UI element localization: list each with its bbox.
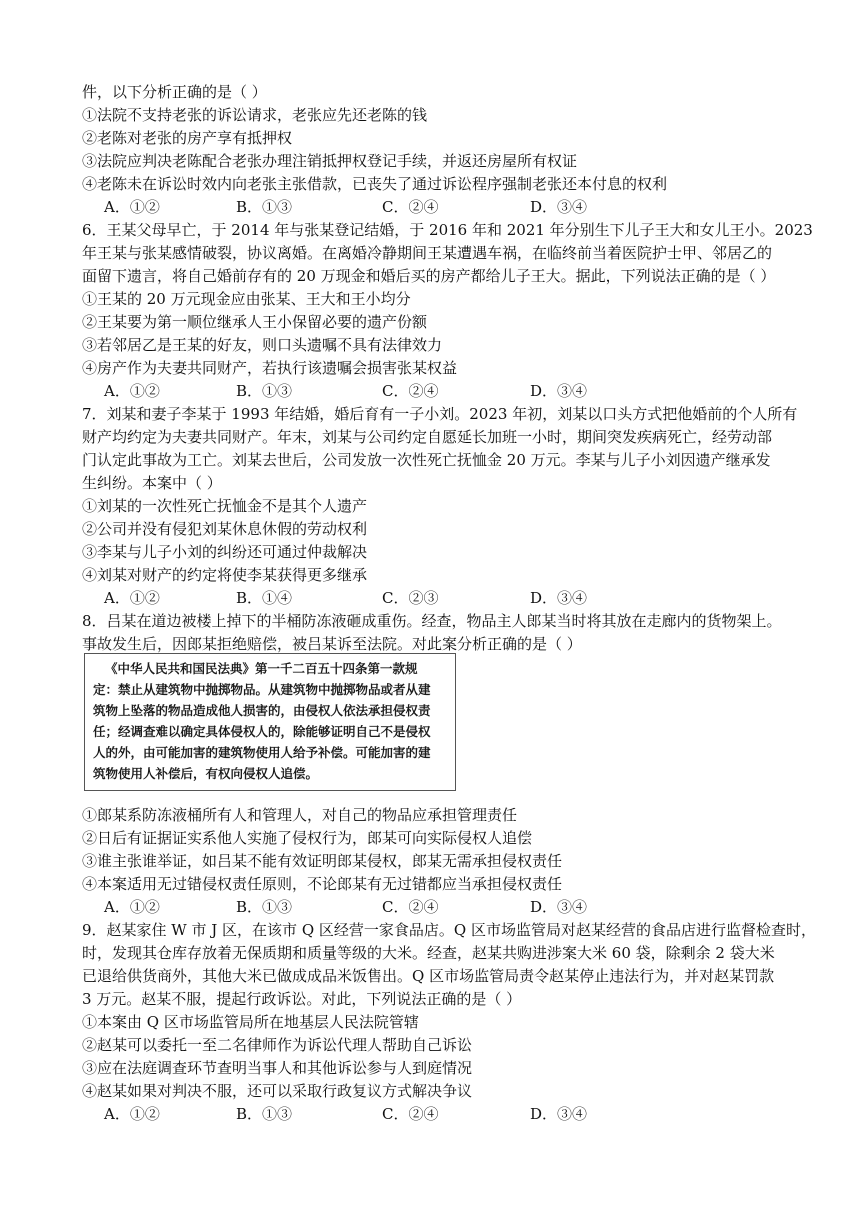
q8-option-a[interactable]: A．①② — [104, 898, 160, 916]
q9-item-2: ②赵某可以委托一至二名律师作为诉讼代理人帮助自己诉讼 — [82, 1036, 473, 1054]
law-box-line-1: 《中华人民共和国民法典》第一千二百五十四条第一款规 — [105, 661, 418, 676]
law-box-line-4: 任；经调查难以确定具体侵权人的，除能够证明自己不是侵权 — [93, 724, 431, 739]
law-box-line-5: 人的外，由可能加害的建筑物使用人给予补偿。可能加害的建 — [93, 745, 431, 760]
q6-item-4: ④房产作为夫妻共同财产，若执行该遗嘱会损害张某权益 — [82, 359, 458, 377]
q5-option-c[interactable]: C．②④ — [382, 198, 439, 216]
q7-option-a[interactable]: A．①② — [104, 589, 160, 607]
law-box-line-2: 定：禁止从建筑物中抛掷物品。从建筑物中抛掷物品或者从建 — [93, 682, 431, 697]
law-box-line-6: 筑物使用人补偿后，有权向侵权人追偿。 — [93, 766, 319, 781]
q5-option-a[interactable]: A．①② — [104, 198, 160, 216]
law-box-line-3: 筑物上坠落的物品造成他人损害的，由侵权人依法承担侵权责 — [93, 703, 431, 718]
q5-item-4: ④老陈未在诉讼时效内向老张主张借款，已丧失了通过诉讼程序强制老张还本付息的权利 — [82, 175, 668, 193]
q9-stem-line-2: 时，发现其仓库存放着无保质期和质量等级的大米。经查，赵某共购进涉案大米 60 袋，除剩余 2 袋大米 — [82, 944, 775, 962]
q5-option-b[interactable]: B．①③ — [236, 198, 293, 216]
q5-item-3: ③法院应判决老陈配合老张办理注销抵押权登记手续，并返还房屋所有权证 — [82, 152, 578, 170]
q5-stem-line: 件，以下分析正确的是（ ） — [82, 83, 267, 101]
q7-stem-line-2: 财产均约定为夫妻共同财产。年末，刘某与公司约定自愿延长加班一小时，期间突发疾病死亡，经劳动部 — [82, 428, 773, 446]
q9-stem-line-4: 3 万元。赵某不服，提起行政诉讼。对此，下列说法正确的是（ ） — [82, 990, 522, 1008]
q9-item-1: ①本案由 Q 区市场监管局所在地基层人民法院管辖 — [82, 1013, 419, 1031]
q8-stem-line-1: 8．吕某在道边被楼上掉下的半桶防冻液砸成重伤。经查，物品主人郎某当时将其放在走廊内的货物架上。 — [82, 612, 782, 630]
q6-item-2: ②王某要为第一顺位继承人王小保留必要的遗产份额 — [82, 313, 428, 331]
q9-stem-line-1: 9．赵某家住 W 市 J 区，在该市 Q 区经营一家食品店。Q 区市场监管局对赵某经营的食品店进行监督检查时， — [82, 921, 816, 939]
civil-code-quote-box — [84, 653, 456, 791]
q7-stem-line-3: 门认定此事故为工亡。刘某去世后，公司发放一次性死亡抚恤金 20 万元。李某与儿子小刘因遗产继承发 — [82, 451, 771, 469]
q6-stem-line-1: 6．王某父母早亡，于 2014 年与张某登记结婚，于 2016 年和 2021 年分别生下儿子王大和女儿王小。2023 — [82, 221, 813, 239]
q9-item-4: ④赵某如果对判决不服，还可以采取行政复议方式解决争议 — [82, 1082, 473, 1100]
q8-item-4: ④本案适用无过错侵权责任原则，不论郎某有无过错都应当承担侵权责任 — [82, 875, 563, 893]
q6-option-b[interactable]: B．①③ — [236, 382, 293, 400]
q9-option-b[interactable]: B．①③ — [236, 1105, 293, 1123]
q6-option-d[interactable]: D．③④ — [530, 382, 588, 400]
q9-option-c[interactable]: C．②④ — [382, 1105, 439, 1123]
q8-item-2: ②日后有证据证实系他人实施了侵权行为，郎某可向实际侵权人追偿 — [82, 829, 533, 847]
q9-stem-line-3: 已退给供货商外，其他大米已做成成品米饭售出。Q 区市场监管局责令赵某停止违法行为，并对赵某罚款 — [82, 967, 775, 985]
q6-item-1: ①王某的 20 万元现金应由张某、王大和王小均分 — [82, 290, 411, 308]
q7-option-d[interactable]: D．③④ — [530, 589, 588, 607]
q8-option-c[interactable]: C．②④ — [382, 898, 439, 916]
q5-item-1: ①法院不支持老张的诉讼请求，老张应先还老陈的钱 — [82, 106, 428, 124]
q7-item-1: ①刘某的一次性死亡抚恤金不是其个人遗产 — [82, 497, 368, 515]
q8-stem-line-2: 事故发生后，因郎某拒绝赔偿，被吕某诉至法院。对此案分析正确的是（ ） — [82, 635, 582, 653]
q6-stem-line-3: 面留下遗言，将自己婚前存有的 20 万现金和婚后买的房产都给儿子王大。据此，下列说法正确的是（ ） — [82, 267, 776, 285]
q5-option-d[interactable]: D．③④ — [530, 198, 588, 216]
q6-stem-line-2: 年王某与张某感情破裂，协议离婚。在离婚冷静期间王某遭遇车祸，在临终前当着医院护士甲、邻居乙的 — [82, 244, 773, 262]
q7-item-3: ③李某与儿子小刘的纠纷还可通过仲裁解决 — [82, 543, 368, 561]
q7-item-4: ④刘某对财产的约定将使李某获得更多继承 — [82, 566, 368, 584]
q8-option-b[interactable]: B．①③ — [236, 898, 293, 916]
q7-stem-line-4: 生纠纷。本案中（ ） — [82, 474, 222, 492]
q6-item-3: ③若邻居乙是王某的好友，则口头遗嘱不具有法律效力 — [82, 336, 443, 354]
q8-option-d[interactable]: D．③④ — [530, 898, 588, 916]
q5-item-2: ②老陈对老张的房产享有抵押权 — [82, 129, 293, 147]
q9-option-d[interactable]: D．③④ — [530, 1105, 588, 1123]
q7-stem-line-1: 7．刘某和妻子李某于 1993 年结婚，婚后育有一子小刘。2023 年初，刘某以口头方式把他婚前的个人所有 — [82, 405, 798, 423]
q6-option-a[interactable]: A．①② — [104, 382, 160, 400]
q7-option-b[interactable]: B．①④ — [236, 589, 293, 607]
q8-item-3: ③谁主张谁举证，如吕某不能有效证明郎某侵权，郎某无需承担侵权责任 — [82, 852, 563, 870]
q7-option-c[interactable]: C．②③ — [382, 589, 439, 607]
q6-option-c[interactable]: C．②④ — [382, 382, 439, 400]
q9-item-3: ③应在法庭调查环节查明当事人和其他诉讼参与人到庭情况 — [82, 1059, 473, 1077]
q9-option-a[interactable]: A．①② — [104, 1105, 160, 1123]
q8-item-1: ①郎某系防冻液桶所有人和管理人，对自己的物品应承担管理责任 — [82, 806, 518, 824]
q7-item-2: ②公司并没有侵犯刘某休息休假的劳动权利 — [82, 520, 368, 538]
